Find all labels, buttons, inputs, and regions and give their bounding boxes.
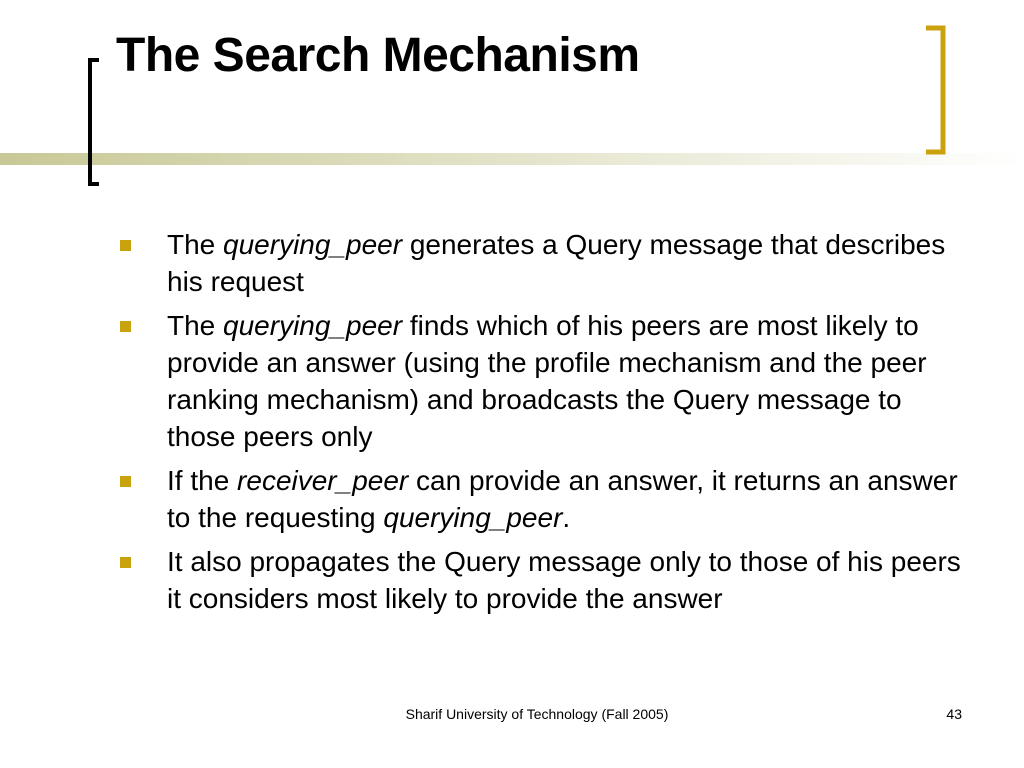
slide-title: The Search Mechanism [116, 29, 640, 82]
bullet-text-part: The [167, 310, 224, 341]
bullet-text-emphasis: querying_peer [223, 229, 403, 260]
square-bullet-icon [120, 476, 131, 487]
bullet-text-emphasis: receiver_peer [237, 465, 409, 496]
bullet-text-part: can provide an answer, it returns an answer to the requesting [167, 465, 958, 533]
bullet-item [110, 462, 970, 536]
bullet-item [110, 307, 970, 455]
bullet-text-part: If the [167, 465, 238, 496]
left-bracket-decoration [88, 58, 100, 186]
footer-text: Sharif University of Technology (Fall 2005) [405, 706, 669, 722]
square-bullet-icon [120, 240, 131, 251]
bullet-item [110, 543, 970, 617]
page-number: 43 [946, 706, 962, 722]
right-bracket-decoration [924, 25, 946, 155]
bullet-text-part: generates a Query message that describes his request [167, 229, 946, 297]
square-bullet-icon [120, 321, 131, 332]
bullet-text-part: It also propagates the Query message only to those of his peers it considers most likely to provide the answer [167, 546, 961, 614]
bullet-list [110, 226, 970, 624]
title-underline-band [0, 153, 1024, 165]
bullet-text-emphasis: querying_peer [223, 310, 403, 341]
square-bullet-icon [120, 557, 131, 568]
bullet-text-part: finds which of his peers are most likely to provide an answer (using the profile mechanism and the peer ranking mechanism) and broadcasts the Query message to those peers only [167, 310, 927, 452]
bullet-item [110, 226, 970, 300]
bullet-text-part: . [562, 502, 571, 533]
bullet-text-part: The [167, 229, 224, 260]
bullet-text-emphasis: querying_peer [383, 502, 563, 533]
